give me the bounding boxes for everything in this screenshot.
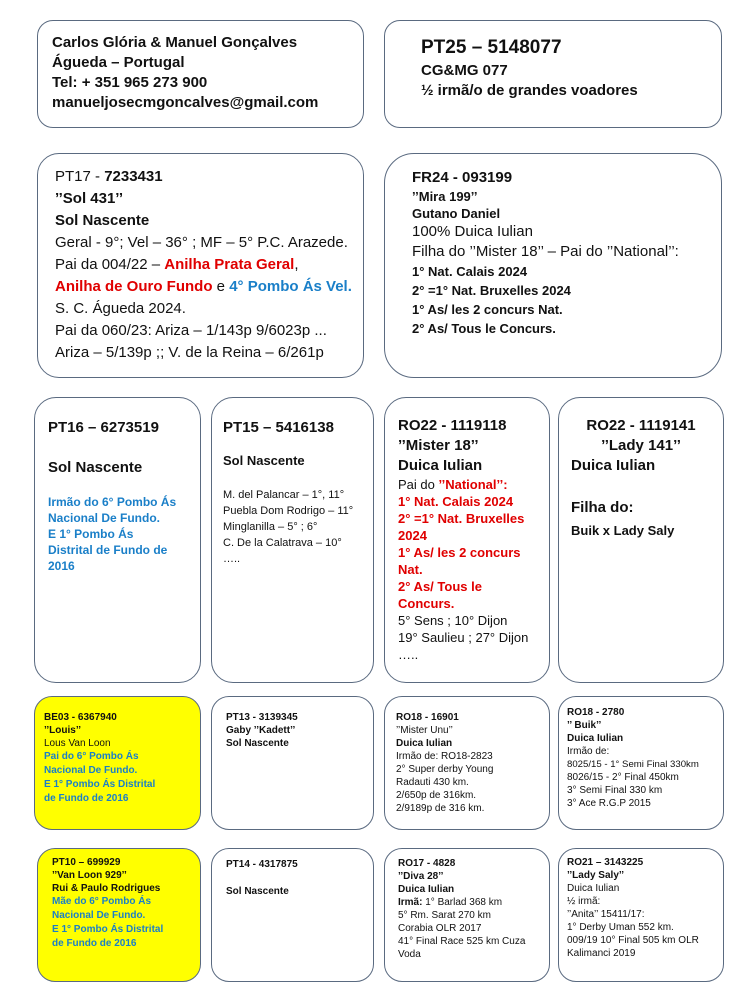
breeder-name: Gutano Daniel [412, 206, 501, 221]
parents-label: Filha do: [571, 499, 634, 516]
result-line: 2° As/ Tous le [398, 579, 482, 594]
result-line: Irmã: 1° Barlad 368 km [398, 897, 503, 908]
result-line: Radauti 430 km. [396, 777, 469, 788]
result-line: ….. [223, 553, 241, 565]
pigeon-line: Sol Nascente [226, 886, 289, 897]
pigeon-line: Sol Nascente [55, 212, 150, 229]
pigeon-line: Sol Nascente [226, 738, 289, 749]
breeder-name: Duica Iulian [396, 738, 453, 749]
breeder-email: manueljosecmgoncalves@gmail.com [52, 94, 319, 111]
description-line: Irmão do 6° Pombo Ás [48, 495, 177, 509]
breeder-name: Duica Iulian [571, 457, 656, 474]
result-line: 1° Derby Uman 552 km. [567, 922, 674, 933]
result-line: Corabia OLR 2017 [398, 923, 482, 934]
ring-number: RO22 - 1119141 [586, 417, 696, 434]
pigeon-card-fr24 [384, 153, 722, 378]
breeder-name: Duica Iulian [567, 733, 624, 744]
pigeon-line: Sol Nascente [48, 459, 143, 476]
description-line: Nacional De Fundo. [48, 511, 161, 525]
description-line: E 1° Pombo Ás Distrital [44, 779, 156, 790]
pigeon-card-pt13 [211, 696, 374, 830]
pigeon-name: ’’Van Loon 929’’ [52, 870, 127, 881]
description-line: Nacional De Fundo. [44, 765, 138, 776]
result-line: Anilha de Ouro Fundo e 4° Pombo Ás Vel. [55, 278, 352, 295]
pigeon-card-pt15 [211, 397, 374, 683]
description-line: 2016 [48, 559, 75, 573]
result-line: ½ irmã: [567, 896, 601, 907]
pigeon-name: ’’Diva 28’’ [398, 871, 444, 882]
result-line: Geral - 9°; Vel – 36° ; MF – 5° P.C. Arazede. [55, 234, 348, 251]
result-line: Pai da 004/22 – Anilha Prata Geral, [55, 256, 299, 273]
ring-number: RO17 - 4828 [398, 858, 456, 869]
pigeon-name: ’’Mira 199’’ [412, 189, 478, 204]
result-line: Voda [398, 949, 421, 960]
result-line: Ariza – 5/139p ;; V. de la Reina – 6/261p [55, 344, 324, 361]
pigeon-name: ’’Lady 141’’ [601, 437, 681, 454]
result-line: 1° As/ les 2 concurs [398, 545, 521, 560]
pigeon-card-pt14 [211, 848, 374, 982]
pigeon-card-ro22-mister [384, 397, 550, 683]
pigeon-card-pt10 [37, 848, 201, 982]
breeder-name: Rui & Paulo Rodrigues [52, 883, 161, 894]
ring-number: RO18 - 2780 [567, 707, 625, 718]
breeder-name: Duica Iulian [567, 883, 620, 894]
ring-number: PT10 – 699929 [52, 857, 121, 868]
result-line: 1° Nat. Calais 2024 [412, 264, 528, 279]
result-line: 009/19 10° Final 505 km OLR [567, 935, 699, 946]
pigeon-line: Sol Nascente [223, 453, 305, 468]
result-line: ….. [398, 647, 419, 662]
breeder-name: Duica Iulian [398, 457, 483, 474]
result-line: S. C. Águeda 2024. [55, 300, 186, 317]
pigeon-card-ro18-mister-unu [384, 696, 550, 830]
pigeon-card-be03 [34, 696, 201, 830]
result-line: 1° Nat. Calais 2024 [398, 494, 514, 509]
result-line: 19° Saulieu ; 27° Dijon [398, 630, 529, 645]
ring-number: PT15 – 5416138 [223, 419, 334, 436]
result-line: Pai da 060/23: Ariza – 1/143p 9/6023p ... [55, 322, 327, 339]
breeder-name: Lous Van Loon [44, 738, 111, 749]
result-line: 8026/15 - 2° Final 450km [567, 772, 679, 783]
pigeon-name: ’’Mister Unu’’ [396, 725, 453, 736]
result-line: 2/650p de 316km. [396, 790, 477, 801]
result-line: Filha do ’’Mister 18’’ – Pai do ’’National’’: [412, 243, 679, 260]
description-line: Nacional De Fundo. [52, 910, 146, 921]
result-line: M. del Palancar – 1°, 11° [223, 489, 345, 501]
description-line: Distrital de Fundo de [48, 543, 168, 557]
ring-number: RO18 - 16901 [396, 712, 459, 723]
result-line: ’’Anita’’ 15411/17: [567, 909, 645, 920]
result-line: 5° Rm. Sarat 270 km [398, 910, 491, 921]
result-line: 2° Super derby Young [396, 764, 494, 775]
pigeon-name: ’’ Buik’’ [567, 720, 602, 731]
ring-number: RO22 - 1119118 [398, 417, 507, 434]
result-line: Irmão de: RO18-2823 [396, 751, 493, 762]
pigeon-card-pt16 [34, 397, 201, 683]
result-line: 3° Ace R.G.P 2015 [567, 798, 651, 809]
result-line: 2° =1° Nat. Bruxelles [398, 511, 525, 526]
breeder-phone: Tel: + 351 965 273 900 [52, 74, 208, 91]
description-line: Mãe do 6° Pombo Ás [52, 896, 152, 907]
pigeon-card-ro17 [384, 848, 550, 982]
ring-number: PT17 - 7233431 [55, 168, 163, 185]
result-line: 100% Duica Iulian [412, 223, 533, 240]
pigeon-card-pt25 [384, 20, 722, 128]
pigeon-card-pt17 [37, 153, 364, 378]
ring-number: FR24 - 093199 [412, 169, 513, 186]
result-line: 2° As/ Tous le Concurs. [412, 321, 556, 336]
ring-number: RO21 – 3143225 [567, 857, 644, 868]
ring-number: PT25 – 5148077 [421, 37, 562, 58]
result-line: Puebla Dom Rodrigo – 11° [223, 505, 354, 517]
result-line: 2/9189p de 316 km. [396, 803, 485, 814]
result-line: Pai do ’’National’’: [398, 477, 508, 492]
pigeon-card-ro21 [558, 848, 724, 982]
parents-names: Buik x Lady Saly [571, 523, 675, 538]
description-line: de Fundo de 2016 [44, 793, 129, 804]
pigeon-name: ’’Sol 431’’ [55, 190, 124, 207]
ring-number: PT13 - 3139345 [226, 712, 298, 723]
result-line: 1° As/ les 2 concurs Nat. [412, 302, 563, 317]
result-line: 2° =1° Nat. Bruxelles 2024 [412, 283, 571, 298]
breeder-location: Águeda – Portugal [52, 54, 185, 71]
pigeon-card-ro22-lady [558, 397, 724, 683]
pigeon-code: CG&MG 077 [421, 62, 508, 79]
result-line: C. De la Calatrava – 10° [223, 537, 342, 549]
result-line: 3° Semi Final 330 km [567, 785, 663, 796]
result-line: Nat. [398, 562, 423, 577]
result-line: 2024 [398, 528, 427, 543]
pigeon-card-ro18-buik [558, 696, 724, 830]
result-line: Minglanilla – 5° ; 6° [223, 521, 318, 533]
description-line: E 1° Pombo Ás Distrital [52, 924, 164, 935]
breeder-names: Carlos Glória & Manuel Gonçalves [52, 34, 298, 51]
result-line: 41° Final Race 525 km Cuza [398, 936, 526, 947]
description-line: de Fundo de 2016 [52, 938, 137, 949]
description-line: E 1° Pombo Ás [48, 527, 134, 541]
breeder-contact-card [37, 20, 364, 128]
pigeon-name: ’’Mister 18’’ [398, 437, 479, 454]
ring-number: PT16 – 6273519 [48, 419, 159, 436]
pigeon-description: ½ irmã/o de grandes voadores [421, 82, 638, 99]
ring-number: PT14 - 4317875 [226, 859, 298, 870]
pigeon-name: ’’Louis’’ [44, 725, 82, 736]
result-line: Kalimanci 2019 [567, 948, 636, 959]
pigeon-name: Gaby ’’Kadett’’ [226, 725, 296, 736]
pigeon-name: ’’Lady Saly’’ [567, 870, 625, 881]
result-line: 5° Sens ; 10° Dijon [398, 613, 508, 628]
result-line: Concurs. [398, 596, 455, 611]
result-line: 8025/15 - 1° Semi Final 330km [567, 759, 699, 770]
ring-number: BE03 - 6367940 [44, 712, 117, 723]
result-line: Irmão de: [567, 746, 610, 757]
description-line: Pai do 6° Pombo Ás [44, 751, 139, 762]
breeder-name: Duica Iulian [398, 884, 455, 895]
